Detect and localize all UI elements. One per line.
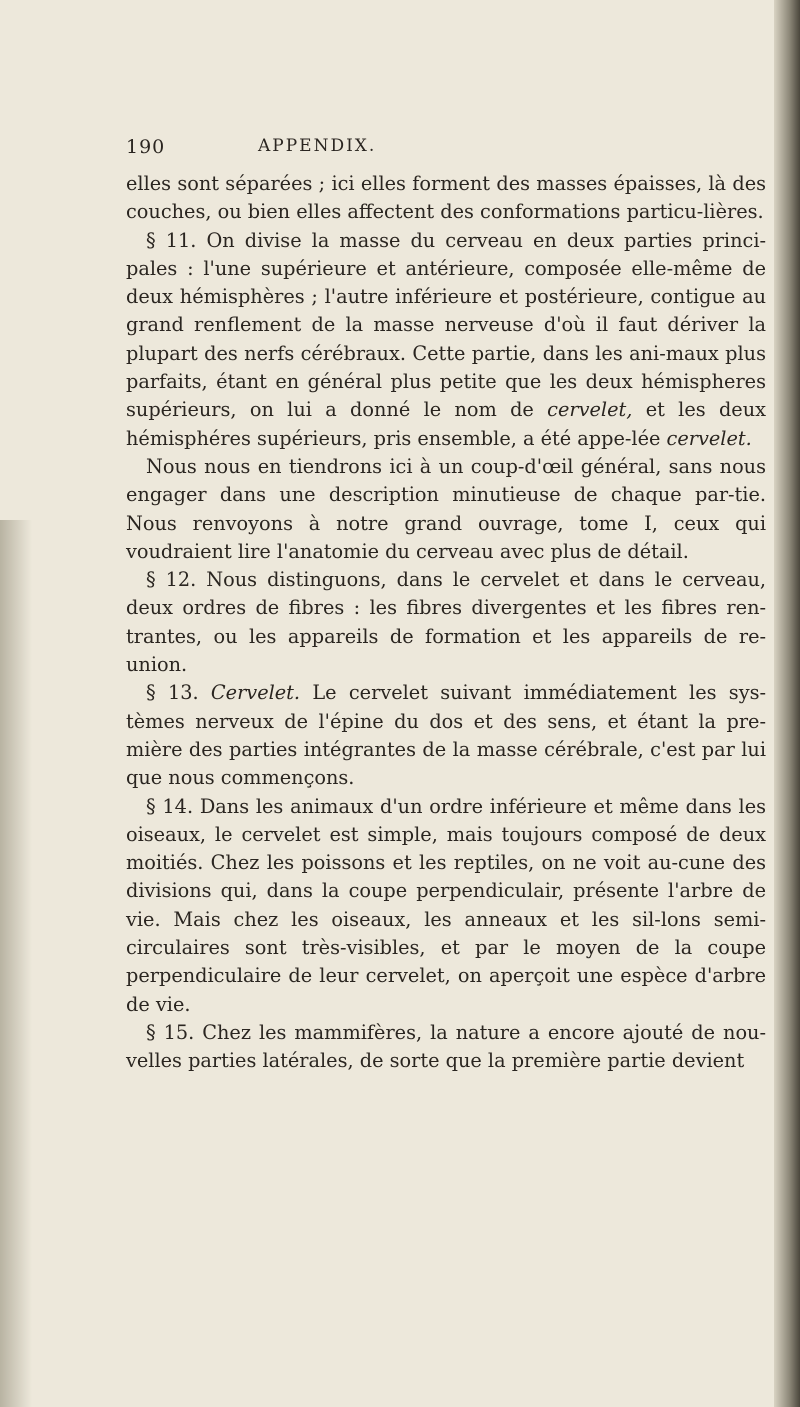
binding-shadow (0, 520, 32, 1407)
paragraph-11-text: § 11. On divise la masse du cerveau en deux parties princi-pales : l'une supérieure et antérieure, composée elle-même de deux hémisphères ; l'autre inférieure et postérieure, contigue au grand renflement de la masse nerveuse d'où il faut dériver la plupart des nerfs cérébraux. Cette partie, dans les ani-maux plus parfaits, étant en général plus petite que les deux hémispheres supérieurs, on lui a donné le nom de (126, 228, 766, 422)
paragraph-12: § 12. Nous distinguons, dans le cervelet et dans le cerveau, deux ordres de fibres : les fibres divergentes et les fibres ren-trantes, ou les appareils de formation et les appareils de re-union. (126, 568, 766, 677)
paragraph-13 (126, 679, 766, 792)
paragraph-14: § 14. Dans les animaux d'un ordre inférieure et même dans les oiseaux, le cervelet est simple, mais toujours composé de deux moitiés. Chez les poissons et les reptiles, on ne voit au-cune des divisions qui, dans la coupe perpendiculair, présente l'arbre de vie. Mais chez les oiseaux, les anneaux et les sil-lons semi-circulaires sont très-visibles, et par le moyen de la coupe perpendiculaire de leur cervelet, on aperçoit une espèce d'arbre de vie. (126, 794, 766, 1016)
body-text (126, 170, 766, 1076)
term-cervelet-2: cervelet. (666, 426, 752, 450)
paragraph-coup-d-oeil: Nous nous en tiendrons ici à un coup-d'œil général, sans nous engager dans une description minutieuse de chaque par-tie. Nous renvoyons à notre grand ouvrage, tome I, ceux qui voudraient lire l'anatomie du cerveau avec plus de détail. (126, 454, 766, 563)
paragraph-11 (126, 227, 766, 453)
page-number: 190 (126, 136, 166, 158)
paragraph-continuation: elles sont séparées ; ici elles forment des masses épaisses, là des couches, ou bien elles affectent des conformations particu-lières. (126, 172, 766, 224)
section-13-number: § 13. (146, 681, 199, 705)
running-head: APPENDIX. (258, 136, 377, 156)
page-edge (774, 0, 800, 1407)
paragraph-15: § 15. Chez les mammifères, la nature a encore ajouté de nou-velles parties latérales, de sorte que la première partie devient (126, 1020, 766, 1073)
paragraph-13-text: Le cervelet suivant immédiatement les sys-tèmes nerveux de l'épine du dos et des sens, et étant la pre-mière des parties intégrantes de la masse cérébrale, c'est par lui que nous commençons. (126, 681, 766, 790)
page-header (126, 136, 766, 166)
term-cervelet: cervelet, (547, 398, 633, 422)
section-13-title: Cervelet. (210, 681, 301, 705)
paragraph-11-text-cont: et les deux hémisphéres supérieurs, pris ensemble, a été appe-lée (126, 398, 766, 450)
